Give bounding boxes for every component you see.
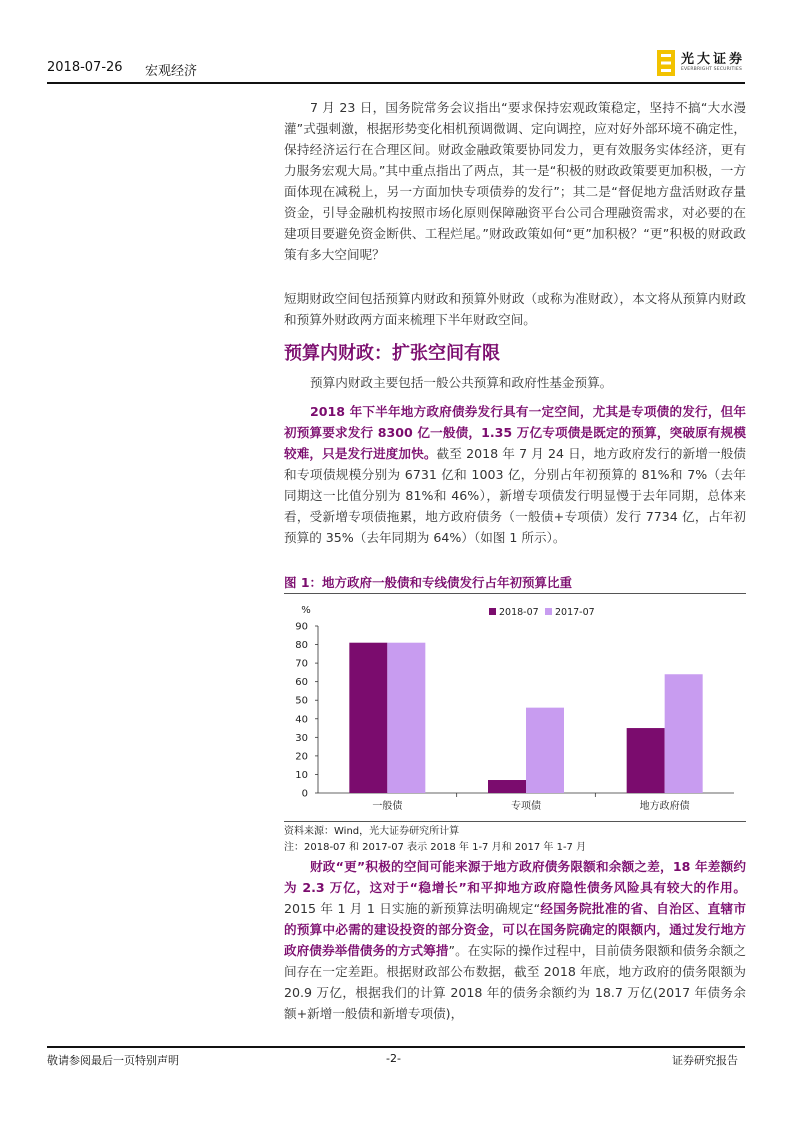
legend-swatch-2017-07: [545, 608, 552, 615]
logo-mark-icon: [657, 50, 675, 76]
page-header: [47, 50, 745, 82]
x-tick-label: 专项债: [511, 801, 541, 812]
logo-en: EVERBRIGHT SECURITIES: [680, 67, 743, 72]
paragraph-5-quote: 经国务院批准的省、自治区、直辖市的预算中必需的建设投资的部分资金，可以在国务院确定的限额内，通过发行地方政府债券举借债务的方式筹措: [284, 901, 746, 958]
figure-title: 图 1：地方政府一般债和专线债发行占年初预算比重: [284, 575, 573, 590]
paragraph-1: 7 月 23 日，国务院常务会议指出“要求保持宏观政策稳定，坚持不搞“大水漫灌”式强刺激，根据形势变化相机预调微调、定向调控，应对好外部环境不确定性，保持经济运行在合理区间。财政金融政策要协同发力，更有效服务实体经济，更有力服务宏观大局。”其中重点指出了两点，其一是“积极的财政政策要更加积极，一方面体现在减税上，另一方面加快专项债券的发行”；其二是“督促地方盘活财政存量资金，引导金融机构按照市场化原则保障融资平台公司合理融资需求，对必要的在建项目要避免资金断供、工程烂尾。”财政政策如何“更”加积极？“更”积极的财政政策有多大空间呢？: [284, 100, 746, 262]
page-number: -2-: [386, 1052, 401, 1065]
bar-2017-07-一般债: [387, 643, 425, 793]
x-tick-label: 地方政府债: [639, 801, 690, 812]
legend-label-2018-07: 2018-07: [499, 607, 539, 618]
paragraph-5-body-b: ”。在实际的操作过程中，目前债务限额和债务余额之间存在一定差距。根据财政部公布数据，截至 2018 年底，地方政府的债务限额为 20.9 万亿，根据我们的计算 2018 年的债务余额约为 18.7 万亿(2017 年债务余额+新增一般债和新增专项债)，: [284, 943, 747, 1021]
paragraph-3: 预算内财政主要包括一般公共预算和政府性基金预算。: [310, 375, 613, 390]
y-tick-label: 0: [301, 788, 308, 800]
figure-top-rule: [284, 593, 746, 594]
bar-2017-07-专项债: [526, 708, 564, 793]
x-tick-label: 一般债: [372, 801, 403, 812]
paragraph-4-highlight: 2018 年下半年地方政府债券发行具有一定空间，尤其是专项债的发行，但年初预算要求发行 8300 亿一般债，1.35 万亿专项债是既定的预算，突破原有规模较难，只是发行进度加快。: [284, 404, 746, 461]
y-axis-label: %: [301, 605, 311, 616]
y-tick-label: 90: [295, 621, 308, 633]
paragraph-5: [284, 856, 746, 1024]
paragraph-5-highlight: 财政“更”积极的空间可能来源于地方政府债务限额和余额之差，18 年差额约为 2.3 万亿，这对于“稳增长”和平抑地方政府隐性债务风险具有较大的作用。: [284, 859, 746, 895]
paragraph-4-body: 截至 2018 年 7 月 24 日，地方政府发行的新增一般债和专项债规模分别为 6731 亿和 1003 亿，分别占年初预算的 81%和 7%（去年同期这一比值分别为 81%和 46%），新增专项债发行明显慢于去年同期，总体来看，受新增专项债拖累，地方政府债务（一般债+专项债）发行 7734 亿，占年初预算的 35%（去年同期为 64%）（如图 1 所示）。: [284, 446, 747, 545]
y-tick-label: 10: [295, 769, 308, 781]
bar-chart: [284, 596, 746, 820]
company-logo: [657, 50, 745, 76]
y-tick-label: 80: [295, 640, 308, 652]
figure-note: 注：2018-07 和 2017-07 表示 2018 年 1-7 月和 2017 年 1-7 月: [284, 842, 587, 853]
footer-report-type: 证券研究报告: [672, 1054, 738, 1067]
bar-2018-07-一般债: [349, 643, 387, 793]
y-tick-label: 20: [295, 751, 308, 763]
bar-2018-07-地方政府债: [627, 728, 665, 793]
paragraph-4: [284, 401, 746, 548]
figure-bottom-rule: [284, 821, 746, 822]
legend-label-2017-07: 2017-07: [555, 607, 595, 618]
footer-disclaimer: 敬请参阅最后一页特别声明: [47, 1054, 179, 1067]
y-tick-label: 50: [295, 695, 308, 707]
paragraph-2: 短期财政空间包括预算内财政和预算外财政（或称为准财政），本文将从预算内财政和预算外财政两方面来梳理下半年财政空间。: [284, 291, 746, 327]
y-tick-label: 70: [295, 658, 308, 670]
figure-source: 资料来源：Wind，光大证券研究所计算: [284, 826, 460, 837]
y-tick-label: 30: [295, 732, 308, 744]
report-section: 宏观经济: [145, 64, 198, 79]
logo-name: 光大证券: [680, 52, 745, 67]
legend-swatch-2018-07: [489, 608, 496, 615]
y-tick-label: 40: [295, 714, 308, 726]
header-divider: [47, 82, 745, 84]
bar-2018-07-专项债: [488, 780, 526, 793]
y-tick-label: 60: [295, 677, 308, 689]
bar-2017-07-地方政府债: [665, 674, 703, 793]
paragraph-5-body-a: 2015 年 1 月 1 日实施的新预算法明确规定“: [284, 901, 541, 916]
section-heading: 预算内财政：扩张空间有限: [284, 343, 500, 364]
report-date: 2018-07-26: [47, 60, 123, 75]
footer-divider: [47, 1046, 745, 1048]
